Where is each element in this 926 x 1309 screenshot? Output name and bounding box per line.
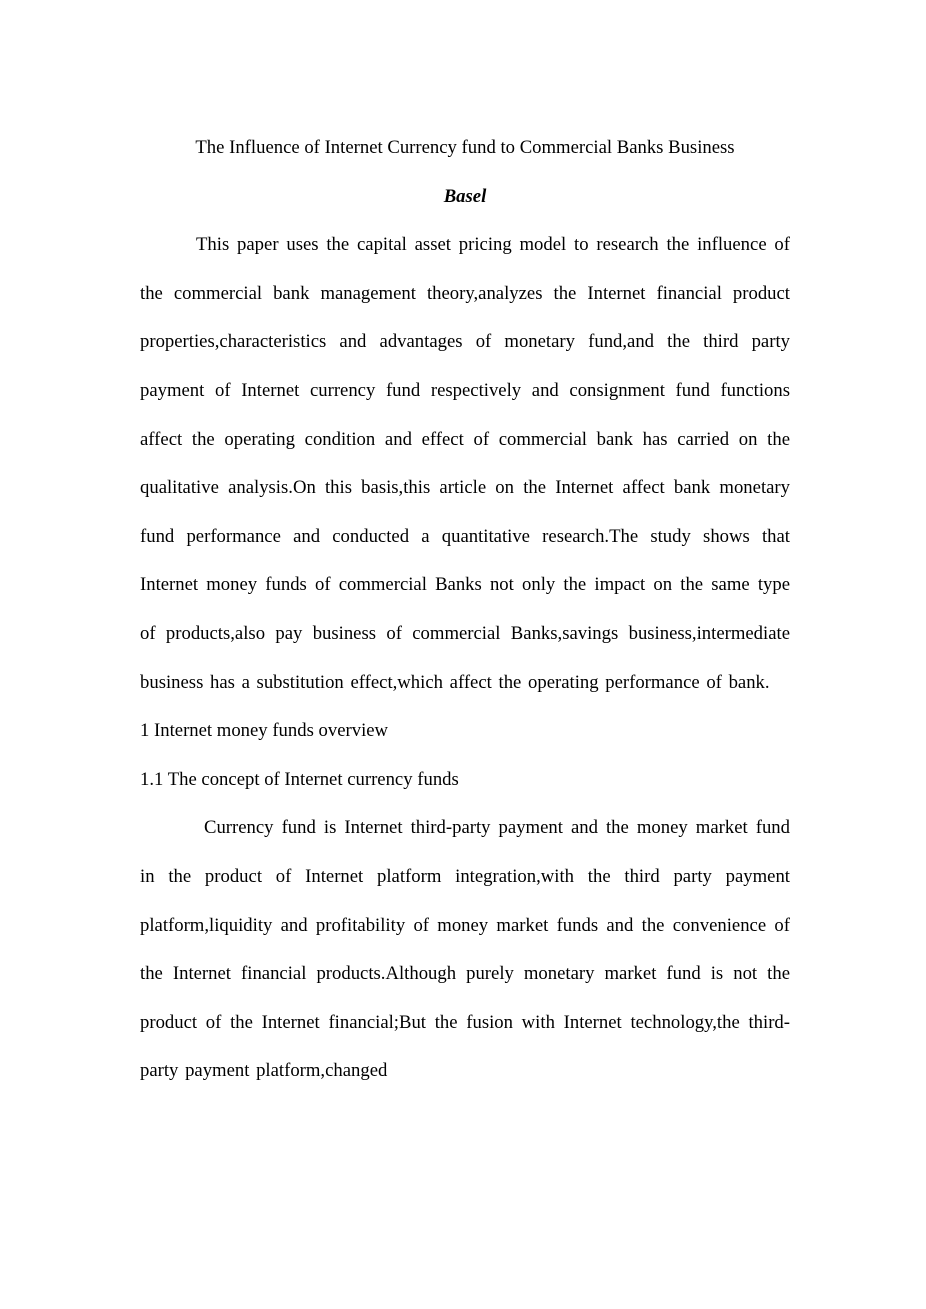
abstract-paragraph: This paper uses the capital asset pricing model to research the influence of the commercial bank management theory,analyzes the Internet financial product properties,characteristics and advantages of monetary fund,and the third party payment of Internet currency fund respectively and consignment fund functions affect the operating condition and effect of commercial bank has carried on the qualitative analysis.On this basis,this article on the Internet affect bank monetary fund performance and conducted a quantitative research.The study shows that Internet money funds of commercial Banks not only the impact on the same type of products,also pay business of commercial Banks,savings business,intermediate business has a substitution effect,which affect the operating performance of bank. xyxy=(140,234,790,693)
body-paragraph: Currency fund is Internet third-party payment and the money market fund in the product of Internet platform integration,with the third party payment platform,liquidity and profitability of money market funds and the convenience of the Internet financial products.Although purely monetary market fund is not the product of the Internet financial;But the fusion with Internet technology,the third-party payment platform,changed xyxy=(140,817,790,1082)
document-subtitle: Basel xyxy=(443,185,487,207)
document-title: The Influence of Internet Currency fund to Commercial Banks Business xyxy=(195,137,735,158)
section-heading-1-1: 1.1 The concept of Internet currency funds xyxy=(140,768,459,790)
section-heading-1: 1 Internet money funds overview xyxy=(140,720,389,742)
